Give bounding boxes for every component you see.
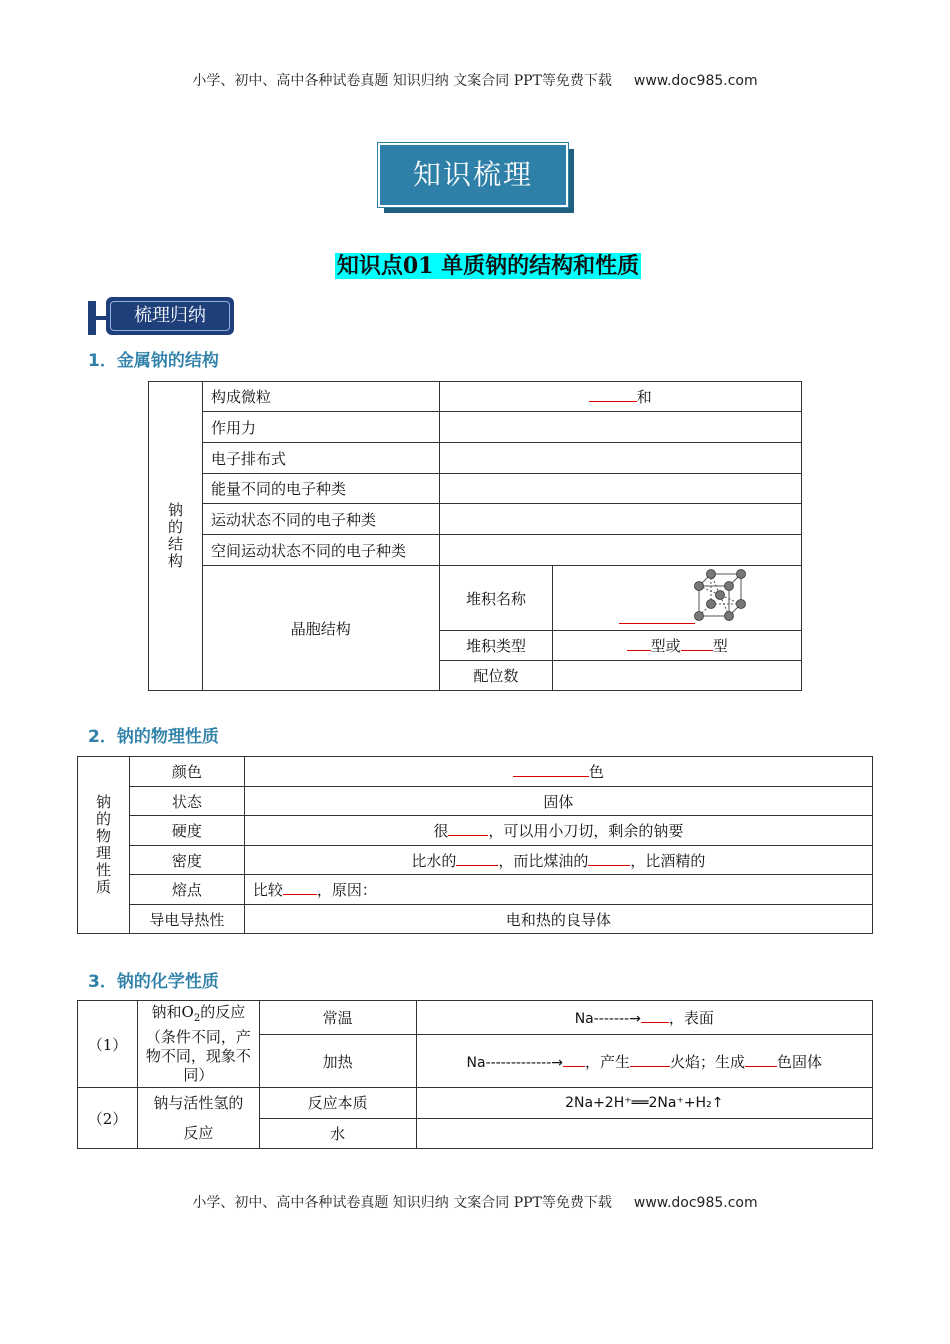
blank — [563, 1051, 585, 1067]
stack-type-label: 堆积类型 — [439, 631, 553, 661]
row-force: 作用力 — [202, 412, 439, 443]
crystal-label: 晶胞结构 — [202, 566, 439, 691]
heat-a: Na-------------→ — [466, 1054, 563, 1071]
density-label: 密度 — [129, 846, 244, 875]
reaction1-label — [137, 1001, 259, 1088]
section3-title: 3．钠的化学性质 — [88, 972, 219, 992]
water-answer — [416, 1118, 872, 1149]
row-spatial-kinds: 空间运动状态不同的电子种类 — [202, 535, 439, 566]
stack-name-answer — [553, 566, 802, 631]
blank — [619, 608, 695, 624]
chemical-properties-table — [77, 1000, 873, 1149]
hardness-label: 硬度 — [129, 816, 244, 846]
stack-type-answer — [553, 631, 802, 661]
normal-temp-label: 常温 — [259, 1001, 416, 1035]
physical-properties-table — [77, 756, 873, 934]
heat-d: 色固体 — [777, 1052, 823, 1071]
row-energy-kinds: 能量不同的电子种类 — [202, 474, 439, 504]
hardness-b: ，可以用小刀切，剩余的钠要 — [488, 822, 684, 840]
bcc-lattice-icon — [693, 568, 753, 624]
heating-label: 加热 — [259, 1035, 416, 1088]
density-answer — [244, 846, 872, 875]
blank — [588, 850, 630, 866]
banner-knowledge-summary: 知识梳理 — [378, 143, 568, 207]
physical-side-label — [78, 757, 130, 934]
motion-kinds-answer — [439, 504, 801, 535]
blank — [641, 1007, 669, 1023]
knowledge-point-title — [0, 249, 950, 280]
page-header — [0, 70, 950, 90]
blank — [283, 879, 317, 895]
heat-c: 火焰；生成 — [670, 1052, 746, 1071]
coordination-answer — [553, 661, 802, 691]
reaction1-label-b: 的反应（条件不同，产物不同，现象不同） — [145, 1003, 251, 1084]
tab-bar-decoration — [88, 301, 96, 335]
particles-answer — [439, 382, 801, 412]
state-value: 固体 — [244, 787, 872, 816]
row-particles: 构成微粒 — [202, 382, 439, 412]
melting-a: 比较 — [252, 881, 283, 899]
conductivity-value: 电和热的良导体 — [244, 905, 872, 934]
reaction2-label: 钠与活性氢的反应 — [137, 1088, 259, 1149]
hardness-answer — [244, 816, 872, 846]
melting-b: ，原因： — [316, 881, 377, 899]
footer-site: www.doc985.com — [633, 1195, 758, 1211]
header-text: 小学、初中、高中各种试卷真题 知识归纳 文案合同 PPT等免费下载 — [192, 73, 612, 89]
heat-b: ，产生 — [584, 1052, 630, 1071]
color-answer — [244, 757, 872, 787]
blank — [456, 850, 498, 866]
normal-temp-answer — [416, 1001, 872, 1035]
reaction1-label-sub: 2 — [193, 1013, 201, 1024]
color-suffix: 色 — [588, 763, 604, 781]
coordination-label: 配位数 — [439, 661, 553, 691]
energy-kinds-answer — [439, 474, 801, 504]
blank — [627, 635, 651, 651]
stack-name-label: 堆积名称 — [439, 566, 553, 631]
footer-text: 小学、初中、高中各种试卷真题 知识归纳 文案合同 PPT等免费下载 — [192, 1195, 612, 1211]
row-motion-kinds: 运动状态不同的电子种类 — [202, 504, 439, 535]
blank — [745, 1051, 777, 1067]
reaction2-number: （2） — [78, 1088, 138, 1149]
hardness-a: 很 — [433, 822, 449, 840]
reaction1-number: （1） — [78, 1001, 138, 1088]
tab-label: 梳理归纳 — [110, 301, 230, 331]
structure-side-label — [149, 382, 203, 691]
melting-answer — [244, 875, 872, 905]
reaction1-label-a: 钠和O — [151, 1003, 194, 1021]
type-end: 型 — [712, 637, 728, 655]
density-b: ，而比煤油的 — [498, 851, 589, 870]
spatial-kinds-answer — [439, 535, 801, 566]
essence-label: 反应本质 — [259, 1088, 416, 1119]
melting-label: 熔点 — [129, 875, 244, 905]
water-label: 水 — [259, 1118, 416, 1149]
header-site: www.doc985.com — [633, 73, 758, 89]
knowledge-point-text: 知识点01 单质钠的结构和性质 — [336, 253, 640, 279]
blank — [681, 635, 713, 651]
physical-side-text: 钠的物理性质 — [95, 793, 111, 896]
section1-title: 1．金属钠的结构 — [88, 351, 219, 371]
heating-answer — [416, 1035, 872, 1088]
type-or: 型或 — [650, 637, 681, 655]
force-answer — [439, 412, 801, 443]
structure-table — [148, 381, 802, 691]
normal-b: ，表面 — [668, 1009, 714, 1028]
color-label: 颜色 — [129, 757, 244, 787]
electron-config-answer — [439, 443, 801, 474]
essence-equation: 2Na+2H⁺══2Na⁺+H₂↑ — [416, 1088, 872, 1119]
particles-and: 和 — [636, 388, 652, 406]
blank — [589, 386, 637, 402]
section2-title: 2．钠的物理性质 — [88, 727, 219, 747]
row-electron-config: 电子排布式 — [202, 443, 439, 474]
tab-box — [106, 297, 234, 335]
normal-a: Na-------→ — [574, 1011, 641, 1028]
density-c: ，比酒精的 — [630, 851, 706, 870]
blank — [513, 761, 589, 777]
page-footer — [0, 1192, 950, 1212]
density-a: 比水的 — [411, 851, 457, 870]
conductivity-label: 导电导热性 — [129, 905, 244, 934]
blank — [630, 1051, 670, 1067]
state-label: 状态 — [129, 787, 244, 816]
blank — [448, 820, 488, 836]
structure-side-text: 钠的结构 — [167, 501, 183, 570]
